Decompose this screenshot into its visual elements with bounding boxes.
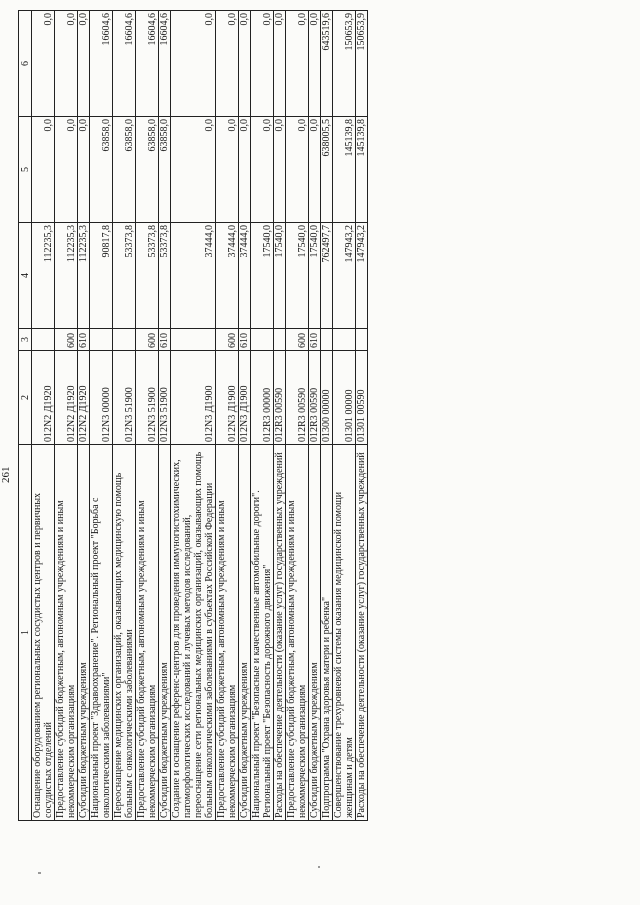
cell-c4: 147943,2 <box>333 223 356 329</box>
table-row <box>159 11 171 821</box>
cell-c6: 0,0 <box>251 11 274 117</box>
cell-code: 012N3 Д1900 <box>171 351 216 445</box>
cell-c4: 53373,8 <box>159 223 171 329</box>
table-row <box>90 11 113 821</box>
cell-code: 012R3 00590 <box>309 351 321 445</box>
cell-c5: 145139,8 <box>333 117 356 223</box>
cell-vr: 610 <box>78 329 90 351</box>
cell-code: 012N3 Д1900 <box>239 351 251 445</box>
cell-c6: 16604,6 <box>113 11 136 117</box>
cell-vr: 600 <box>216 329 239 351</box>
cell-name: Субсидии бюджетным учреждениям <box>239 445 251 821</box>
cell-name: Субсидии бюджетным учреждениям <box>159 445 171 821</box>
cell-code: 012N3 51900 <box>136 351 159 445</box>
cell-name: Предоставление субсидий бюджетным, автономным учреждениям и иным некоммерческим организациям <box>216 445 239 821</box>
cell-c6: 0,0 <box>309 11 321 117</box>
table-row <box>356 11 368 821</box>
cell-c6: 0,0 <box>274 11 286 117</box>
table-row <box>171 11 216 821</box>
table-row <box>333 11 356 821</box>
cell-c5: 0,0 <box>309 117 321 223</box>
cell-c4: 53373,8 <box>136 223 159 329</box>
cell-c5: 63858,0 <box>159 117 171 223</box>
cell-code: 012N2 Д1920 <box>78 351 90 445</box>
column-header: 1 <box>19 445 32 821</box>
cell-c5: 0,0 <box>171 117 216 223</box>
cell-c4: 112235,3 <box>78 223 90 329</box>
cell-c5: 0,0 <box>286 117 309 223</box>
table-row <box>239 11 251 821</box>
cell-vr <box>321 329 333 351</box>
cell-code: 012N3 Д1900 <box>216 351 239 445</box>
cell-c6: 150653,9 <box>356 11 368 117</box>
cell-name: Создание и оснащение референс-центров для проведения иммуногистохимических, патоморфологических исследований и лучевых методов исследований, переоснащение сети региональных медицинских организаций, оказывающих помощь больным онкологическими заболеваниями в субъектах Российской Федерации <box>171 445 216 821</box>
cell-code: 01301 00590 <box>356 351 368 445</box>
cell-name: Предоставление субсидий бюджетным, автономным учреждениям и иным некоммерческим организациям <box>286 445 309 821</box>
cell-vr <box>356 329 368 351</box>
cell-c6: 643519,6 <box>321 11 333 117</box>
cell-vr <box>32 329 55 351</box>
cell-code: 012N2 Д1920 <box>32 351 55 445</box>
cell-c6: 0,0 <box>32 11 55 117</box>
table-row <box>55 11 78 821</box>
cell-c6: 0,0 <box>55 11 78 117</box>
cell-c4: 112235,3 <box>55 223 78 329</box>
table-row <box>32 11 55 821</box>
cell-c4: 53373,8 <box>113 223 136 329</box>
cell-c5: 145139,8 <box>356 117 368 223</box>
cell-code: 01301 00000 <box>333 351 356 445</box>
cell-c5: 63858,0 <box>136 117 159 223</box>
cell-name: Национальный проект "Безопасные и качественные автомобильные дороги". Региональный проект "Безопасность дорожного движения" <box>251 445 274 821</box>
table-row <box>251 11 274 821</box>
cell-code: 012R3 00000 <box>251 351 274 445</box>
cell-c5: 0,0 <box>274 117 286 223</box>
column-header: 6 <box>19 11 32 117</box>
cell-vr: 610 <box>309 329 321 351</box>
header-row <box>19 11 32 821</box>
cell-vr <box>251 329 274 351</box>
cell-name: Национальный проект "Здравоохранение". Региональный проект "Борьба с онкологическими заболеваниями" <box>90 445 113 821</box>
cell-code: 012R3 00590 <box>286 351 309 445</box>
cell-c6: 0,0 <box>78 11 90 117</box>
cell-vr: 600 <box>55 329 78 351</box>
cell-name: Оснащение оборудованием региональных сосудистых центров и первичных сосудистых отделений <box>32 445 55 821</box>
cell-vr <box>274 329 286 351</box>
cell-vr <box>113 329 136 351</box>
cell-name: Расходы на обеспечение деятельности (оказание услуг) государственных учреждений <box>356 445 368 821</box>
cell-c4: 17540,0 <box>274 223 286 329</box>
table-row <box>309 11 321 821</box>
table-row <box>286 11 309 821</box>
cell-code: 012N3 00000 <box>90 351 113 445</box>
cell-name: Субсидии бюджетным учреждениям <box>78 445 90 821</box>
table-row <box>274 11 286 821</box>
cell-c4: 17540,0 <box>251 223 274 329</box>
page-number: 261 <box>0 466 12 483</box>
cell-vr <box>90 329 113 351</box>
cell-c5: 63858,0 <box>90 117 113 223</box>
cell-c5: 63858,0 <box>113 117 136 223</box>
cell-c4: 17540,0 <box>309 223 321 329</box>
cell-c4: 90817,8 <box>90 223 113 329</box>
cell-code: 012R3 00590 <box>274 351 286 445</box>
cell-c5: 0,0 <box>32 117 55 223</box>
cell-vr: 600 <box>286 329 309 351</box>
cell-c4: 37444,0 <box>171 223 216 329</box>
cell-code: 012N3 51900 <box>159 351 171 445</box>
cell-c6: 16604,6 <box>90 11 113 117</box>
column-header: 4 <box>19 223 32 329</box>
scan-speck <box>38 872 41 874</box>
cell-vr: 610 <box>159 329 171 351</box>
column-header: 3 <box>19 329 32 351</box>
table-row <box>136 11 159 821</box>
cell-code: 012N2 Д1920 <box>55 351 78 445</box>
cell-c6: 0,0 <box>171 11 216 117</box>
cell-name: Расходы на обеспечение деятельности (оказание услуг) государственных учреждений <box>274 445 286 821</box>
cell-name: Предоставление субсидий бюджетным, автономным учреждениям и иным некоммерческим организациям <box>55 445 78 821</box>
cell-c5: 0,0 <box>216 117 239 223</box>
cell-name: Подпрограмма "Охрана здоровья матери и ребенка" <box>321 445 333 821</box>
cell-c6: 16604,6 <box>159 11 171 117</box>
cell-c6: 150653,9 <box>333 11 356 117</box>
cell-c5: 0,0 <box>251 117 274 223</box>
column-header: 5 <box>19 117 32 223</box>
cell-c6: 0,0 <box>286 11 309 117</box>
cell-c4: 37444,0 <box>239 223 251 329</box>
table-row <box>321 11 333 821</box>
cell-c5: 0,0 <box>239 117 251 223</box>
cell-vr <box>171 329 216 351</box>
cell-vr <box>333 329 356 351</box>
table-row <box>78 11 90 821</box>
cell-c5: 638005,5 <box>321 117 333 223</box>
cell-c4: 17540,0 <box>286 223 309 329</box>
cell-c4: 37444,0 <box>216 223 239 329</box>
cell-c6: 16604,6 <box>136 11 159 117</box>
cell-c5: 0,0 <box>55 117 78 223</box>
column-header: 2 <box>19 351 32 445</box>
cell-c4: 112235,3 <box>32 223 55 329</box>
cell-code: 01300 00000 <box>321 351 333 445</box>
cell-c6: 0,0 <box>216 11 239 117</box>
rotated-content <box>0 10 620 883</box>
cell-c4: 147943,2 <box>356 223 368 329</box>
cell-name: Переоснащение медицинских организаций, оказывающих медицинскую помощь больным с онкологическими заболеваниями <box>113 445 136 821</box>
cell-c5: 0,0 <box>78 117 90 223</box>
budget-table <box>18 10 368 821</box>
cell-c6: 0,0 <box>239 11 251 117</box>
cell-name: Предоставление субсидий бюджетным, автономным учреждениям и иным некоммерческим организациям <box>136 445 159 821</box>
cell-code: 012N3 51900 <box>113 351 136 445</box>
cell-c4: 762497,7 <box>321 223 333 329</box>
table-row <box>216 11 239 821</box>
cell-name: Совершенствование трехуровневой системы оказания медицинской помощи женщинам и детям <box>333 445 356 821</box>
cell-vr: 610 <box>239 329 251 351</box>
cell-name: Субсидии бюджетным учреждениям <box>309 445 321 821</box>
cell-vr: 600 <box>136 329 159 351</box>
table-row <box>113 11 136 821</box>
scan-speck <box>318 866 320 868</box>
